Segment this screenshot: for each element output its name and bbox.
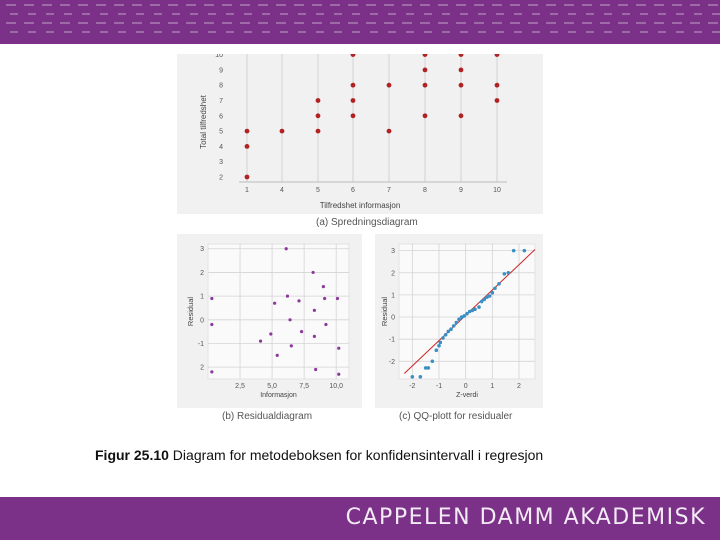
residual-point xyxy=(312,271,315,274)
residual-point xyxy=(313,309,316,312)
residual-y-tick-label: 2 xyxy=(200,269,204,277)
band-pattern-mark xyxy=(546,4,556,6)
residual-y-tick-label: 2 xyxy=(200,364,204,372)
residual-y-tick-label: -1 xyxy=(197,340,204,348)
band-pattern-mark xyxy=(100,13,108,15)
band-pattern-mark xyxy=(64,31,72,33)
scatter-point xyxy=(245,175,250,180)
band-pattern-mark xyxy=(492,4,502,6)
residual-x-tick-label: 5,0 xyxy=(267,383,277,390)
band-pattern-mark xyxy=(294,22,304,24)
band-pattern-mark xyxy=(132,22,142,24)
band-pattern-mark xyxy=(352,13,360,15)
scatter-y-tick-label: 6 xyxy=(219,113,223,121)
residual-y-tick-label: 3 xyxy=(200,246,204,254)
band-pattern-mark xyxy=(586,13,594,15)
band-pattern-mark xyxy=(640,13,648,15)
residual-point xyxy=(290,344,293,347)
band-pattern-mark xyxy=(370,31,378,33)
band-pattern-mark xyxy=(586,31,594,33)
band-pattern-mark xyxy=(420,4,430,6)
band-pattern-mark xyxy=(100,31,108,33)
band-pattern-mark xyxy=(64,13,72,15)
residual-y-tick-label: 0 xyxy=(200,317,204,325)
band-pattern-mark xyxy=(528,4,538,6)
band-pattern-mark xyxy=(298,13,306,15)
band-pattern-mark xyxy=(6,22,16,24)
residual-x-tick-label: 7,5 xyxy=(299,383,310,390)
band-pattern-mark xyxy=(330,4,340,6)
scatter-point xyxy=(351,54,356,57)
band-pattern-mark xyxy=(640,31,648,33)
qq-x-tick-label: -2 xyxy=(409,383,416,390)
band-pattern-mark xyxy=(496,13,504,15)
band-pattern-mark xyxy=(334,31,342,33)
band-pattern-mark xyxy=(654,4,664,6)
residual-point xyxy=(324,323,327,326)
scatter-point xyxy=(351,113,356,118)
scatter-point xyxy=(495,98,500,103)
band-pattern xyxy=(0,0,720,44)
scatter-x-tick-label: 1 xyxy=(245,187,249,194)
qq-y-tick-label: 3 xyxy=(391,248,395,256)
band-pattern-mark xyxy=(258,22,268,24)
band-pattern-mark xyxy=(550,13,558,15)
band-pattern-mark xyxy=(118,31,126,33)
band-pattern-mark xyxy=(150,4,160,6)
qq-point xyxy=(477,305,481,309)
qq-y-tick-label: -1 xyxy=(388,336,395,344)
scatter-y-tick-label: 7 xyxy=(219,98,223,105)
band-pattern-mark xyxy=(298,31,306,33)
scatter-y-tick-label: 10 xyxy=(215,54,223,60)
residual-point xyxy=(210,297,213,300)
bottom-brand-band xyxy=(0,497,720,540)
band-pattern-mark xyxy=(312,4,322,6)
scatter-plot-caption: (a) Spredningsdiagram xyxy=(316,217,418,228)
qq-point xyxy=(439,341,443,345)
band-pattern-mark xyxy=(510,22,520,24)
publisher-logo-text: CAPPELEN DAMM AKADEMISK xyxy=(345,505,706,530)
band-pattern-mark xyxy=(240,4,250,6)
band-pattern-mark xyxy=(204,22,214,24)
band-pattern-mark xyxy=(136,31,144,33)
band-pattern-mark xyxy=(690,22,700,24)
qq-x-tick-label: -1 xyxy=(435,383,443,390)
band-pattern-mark xyxy=(316,31,324,33)
scatter-point xyxy=(280,129,285,134)
band-pattern-mark xyxy=(42,22,52,24)
band-pattern-mark xyxy=(280,13,288,15)
qq-y-axis-label: Residual xyxy=(380,296,389,327)
scatter-point xyxy=(423,113,428,118)
band-pattern-mark xyxy=(96,4,106,6)
residual-point xyxy=(288,318,291,321)
band-pattern-mark xyxy=(78,4,88,6)
scatter-x-axis-label: Tilfredshet informasjon xyxy=(319,201,401,210)
band-pattern-mark xyxy=(6,4,16,6)
band-pattern-mark xyxy=(618,22,628,24)
band-pattern-mark xyxy=(582,4,592,6)
band-pattern-mark xyxy=(24,4,34,6)
band-pattern-mark xyxy=(82,13,90,15)
qq-point xyxy=(431,359,435,363)
band-pattern-mark xyxy=(190,31,198,33)
qq-point xyxy=(441,336,445,340)
band-pattern-mark xyxy=(208,13,216,15)
scatter-y-tick-label: 8 xyxy=(219,82,223,90)
qq-x-tick-label: 1 xyxy=(490,383,495,390)
residual-plot-panel xyxy=(177,234,362,408)
qq-x-tick-label: 2 xyxy=(517,383,521,390)
scatter-point xyxy=(495,83,500,88)
band-pattern-mark xyxy=(442,13,450,15)
residual-y-tick-label: 1 xyxy=(200,293,204,301)
band-pattern-mark xyxy=(568,13,576,15)
band-pattern-mark xyxy=(676,31,684,33)
residual-point xyxy=(337,347,340,350)
band-pattern-mark xyxy=(226,13,234,15)
band-pattern-mark xyxy=(528,22,538,24)
qq-x-tick-label: 0 xyxy=(463,383,468,390)
band-pattern-mark xyxy=(532,31,540,33)
residual-point xyxy=(313,335,316,338)
residual-plot-area xyxy=(208,244,349,379)
residual-y-axis-label: Residual xyxy=(186,296,195,327)
figure-caption xyxy=(95,447,543,463)
band-pattern-mark xyxy=(550,31,558,33)
band-pattern-mark xyxy=(46,13,54,15)
band-pattern-mark xyxy=(438,22,448,24)
band-pattern-mark xyxy=(708,22,718,24)
band-pattern-mark xyxy=(154,13,162,15)
band-pattern-mark xyxy=(366,4,376,6)
band-pattern-mark xyxy=(388,13,396,15)
band-pattern-mark xyxy=(460,13,468,15)
scatter-point xyxy=(495,54,500,57)
residual-point xyxy=(276,354,279,357)
scatter-plot xyxy=(177,54,543,214)
band-pattern-mark xyxy=(582,22,592,24)
scatter-point xyxy=(351,98,356,103)
figure-caption-text: Diagram for metodeboksen for konfidensintervall i regresjon xyxy=(168,447,544,463)
band-pattern-mark xyxy=(510,4,520,6)
band-pattern-mark xyxy=(348,4,358,6)
scatter-point xyxy=(459,54,464,57)
residual-point xyxy=(300,330,303,333)
band-pattern-mark xyxy=(514,13,522,15)
scatter-point xyxy=(316,129,321,134)
band-pattern-mark xyxy=(546,22,556,24)
band-pattern-mark xyxy=(694,13,702,15)
band-pattern-mark xyxy=(172,13,180,15)
qq-y-tick-label: 2 xyxy=(391,270,395,278)
band-pattern-mark xyxy=(136,13,144,15)
scatter-x-tick-label: 5 xyxy=(316,187,320,194)
residual-point xyxy=(285,247,288,250)
scatter-point xyxy=(316,113,321,118)
band-pattern-mark xyxy=(244,13,252,15)
band-pattern-mark xyxy=(240,22,250,24)
scatter-point xyxy=(459,68,464,73)
residual-point xyxy=(314,368,317,371)
scatter-x-tick-label: 9 xyxy=(459,187,463,194)
band-pattern-mark xyxy=(186,22,196,24)
qq-point xyxy=(488,294,492,298)
band-pattern-mark xyxy=(658,13,666,15)
band-pattern-mark xyxy=(424,31,432,33)
band-pattern-mark xyxy=(474,4,484,6)
band-pattern-mark xyxy=(600,4,610,6)
scatter-x-tick-label: 8 xyxy=(423,187,427,194)
scatter-point xyxy=(459,83,464,88)
residual-point xyxy=(286,295,289,298)
scatter-point xyxy=(387,83,392,88)
band-pattern-mark xyxy=(402,4,412,6)
band-pattern-mark xyxy=(262,13,270,15)
band-pattern-mark xyxy=(154,31,162,33)
residual-point xyxy=(336,297,339,300)
scatter-point xyxy=(423,83,428,88)
band-pattern-mark xyxy=(370,13,378,15)
scatter-y-tick-label: 5 xyxy=(219,128,223,136)
qq-point xyxy=(523,249,527,253)
scatter-plot-panel xyxy=(177,54,543,214)
band-pattern-mark xyxy=(24,22,34,24)
band-pattern-mark xyxy=(712,13,720,15)
qq-point xyxy=(427,366,431,370)
band-pattern-mark xyxy=(222,4,232,6)
scatter-point xyxy=(245,129,250,134)
residual-point xyxy=(323,297,326,300)
scatter-point xyxy=(423,54,428,57)
band-pattern-mark xyxy=(348,22,358,24)
band-pattern-mark xyxy=(366,22,376,24)
residual-x-tick-label: 10,0 xyxy=(329,383,343,390)
residual-point xyxy=(210,370,213,373)
band-pattern-mark xyxy=(564,4,574,6)
band-pattern-mark xyxy=(406,13,414,15)
scatter-point xyxy=(316,98,321,103)
qq-x-axis-label: Z-verdi xyxy=(456,392,478,399)
qq-y-tick-label: 0 xyxy=(391,314,395,322)
band-pattern-mark xyxy=(78,22,88,24)
band-pattern-mark xyxy=(712,31,720,33)
residual-point xyxy=(273,302,276,305)
band-pattern-mark xyxy=(636,22,646,24)
band-pattern-mark xyxy=(168,4,178,6)
qq-point xyxy=(455,321,459,325)
qq-point xyxy=(491,291,495,295)
band-pattern-mark xyxy=(622,13,630,15)
qq-point xyxy=(473,307,477,311)
qq-plot-caption: (c) QQ-plott for residualer xyxy=(399,411,513,422)
scatter-point xyxy=(245,144,250,149)
band-pattern-mark xyxy=(492,22,502,24)
band-pattern-mark xyxy=(438,4,448,6)
band-pattern-mark xyxy=(316,13,324,15)
band-pattern-mark xyxy=(406,31,414,33)
band-pattern-mark xyxy=(604,31,612,33)
scatter-y-tick-label: 4 xyxy=(219,143,223,151)
band-pattern-mark xyxy=(568,31,576,33)
band-pattern-mark xyxy=(478,13,486,15)
residual-point xyxy=(269,332,272,335)
residual-point xyxy=(210,323,213,326)
band-pattern-mark xyxy=(10,13,18,15)
band-pattern-mark xyxy=(82,31,90,33)
band-pattern-mark xyxy=(496,31,504,33)
band-pattern-mark xyxy=(258,4,268,6)
band-pattern-mark xyxy=(46,31,54,33)
qq-point xyxy=(507,271,511,275)
band-pattern-mark xyxy=(118,13,126,15)
qq-y-tick-label: -2 xyxy=(388,358,395,366)
qq-point xyxy=(437,344,441,348)
scatter-point xyxy=(423,68,428,73)
band-pattern-mark xyxy=(114,4,124,6)
scatter-point xyxy=(459,113,464,118)
scatter-y-tick-label: 9 xyxy=(219,67,223,75)
scatter-y-tick-label: 2 xyxy=(219,174,223,182)
band-pattern-mark xyxy=(694,31,702,33)
band-pattern-mark xyxy=(262,31,270,33)
band-pattern-mark xyxy=(204,4,214,6)
qq-point xyxy=(497,282,501,286)
band-pattern-mark xyxy=(676,13,684,15)
band-pattern-mark xyxy=(132,4,142,6)
residual-point xyxy=(259,340,262,343)
qq-point xyxy=(419,375,423,379)
band-pattern-mark xyxy=(60,4,70,6)
band-pattern-mark xyxy=(190,13,198,15)
band-pattern-mark xyxy=(226,31,234,33)
residual-plot xyxy=(177,234,362,408)
band-pattern-mark xyxy=(384,4,394,6)
band-pattern-mark xyxy=(10,31,18,33)
band-pattern-mark xyxy=(672,22,682,24)
qq-plot xyxy=(375,234,543,408)
top-decorative-band xyxy=(0,0,720,44)
scatter-y-axis-label: Total tilfredshet xyxy=(199,95,208,149)
band-pattern-mark xyxy=(478,31,486,33)
qq-point xyxy=(449,327,453,331)
residual-plot-caption: (b) Residualdiagram xyxy=(222,411,313,422)
scatter-x-tick-label: 7 xyxy=(387,187,391,194)
band-pattern-mark xyxy=(654,22,664,24)
qq-point xyxy=(503,272,507,276)
qq-point xyxy=(435,348,439,352)
band-pattern-mark xyxy=(384,22,394,24)
band-pattern-mark xyxy=(636,4,646,6)
band-pattern-mark xyxy=(150,22,160,24)
band-pattern-mark xyxy=(168,22,178,24)
band-pattern-mark xyxy=(244,31,252,33)
scatter-point xyxy=(387,129,392,134)
figure-label: Figur 25.10 xyxy=(95,447,169,463)
band-pattern-mark xyxy=(672,4,682,6)
qq-point xyxy=(512,249,516,253)
band-pattern-mark xyxy=(276,22,286,24)
band-pattern-mark xyxy=(312,22,322,24)
band-pattern-mark xyxy=(514,31,522,33)
band-pattern-mark xyxy=(28,13,36,15)
band-pattern-mark xyxy=(96,22,106,24)
band-pattern-mark xyxy=(294,4,304,6)
band-pattern-mark xyxy=(114,22,124,24)
band-pattern-mark xyxy=(186,4,196,6)
band-pattern-mark xyxy=(208,31,216,33)
band-pattern-mark xyxy=(42,4,52,6)
band-pattern-mark xyxy=(330,22,340,24)
scatter-x-tick-label: 10 xyxy=(493,187,501,194)
band-pattern-mark xyxy=(708,4,718,6)
band-pattern-mark xyxy=(402,22,412,24)
band-pattern-mark xyxy=(532,13,540,15)
band-pattern-mark xyxy=(276,4,286,6)
band-pattern-mark xyxy=(658,31,666,33)
band-pattern-mark xyxy=(388,31,396,33)
band-pattern-mark xyxy=(618,4,628,6)
qq-point xyxy=(493,286,497,290)
scatter-point xyxy=(351,83,356,88)
qq-point xyxy=(452,324,456,328)
residual-point xyxy=(337,373,340,376)
residual-x-axis-label: Informasjon xyxy=(260,392,297,399)
scatter-x-tick-label: 6 xyxy=(351,187,355,194)
band-pattern-mark xyxy=(474,22,484,24)
band-pattern-mark xyxy=(424,13,432,15)
band-pattern-mark xyxy=(622,31,630,33)
band-pattern-mark xyxy=(222,22,232,24)
qq-plot-panel xyxy=(375,234,543,408)
band-pattern-mark xyxy=(460,31,468,33)
qq-point xyxy=(444,333,448,337)
band-pattern-mark xyxy=(564,22,574,24)
band-pattern-mark xyxy=(280,31,288,33)
residual-x-tick-label: 2,5 xyxy=(235,383,245,390)
band-pattern-mark xyxy=(456,22,466,24)
band-pattern-mark xyxy=(172,31,180,33)
band-pattern-mark xyxy=(442,31,450,33)
band-pattern-mark xyxy=(600,22,610,24)
band-pattern-mark xyxy=(420,22,430,24)
qq-point xyxy=(411,375,415,379)
band-pattern-mark xyxy=(690,4,700,6)
scatter-x-tick-label: 4 xyxy=(280,187,284,194)
qq-y-tick-label: 1 xyxy=(391,292,395,300)
band-pattern-mark xyxy=(456,4,466,6)
band-pattern-mark xyxy=(604,13,612,15)
scatter-y-tick-label: 3 xyxy=(219,159,223,167)
band-pattern-mark xyxy=(352,31,360,33)
residual-point xyxy=(297,299,300,302)
band-pattern-mark xyxy=(334,13,342,15)
band-pattern-mark xyxy=(28,31,36,33)
band-pattern-mark xyxy=(60,22,70,24)
residual-point xyxy=(322,285,325,288)
